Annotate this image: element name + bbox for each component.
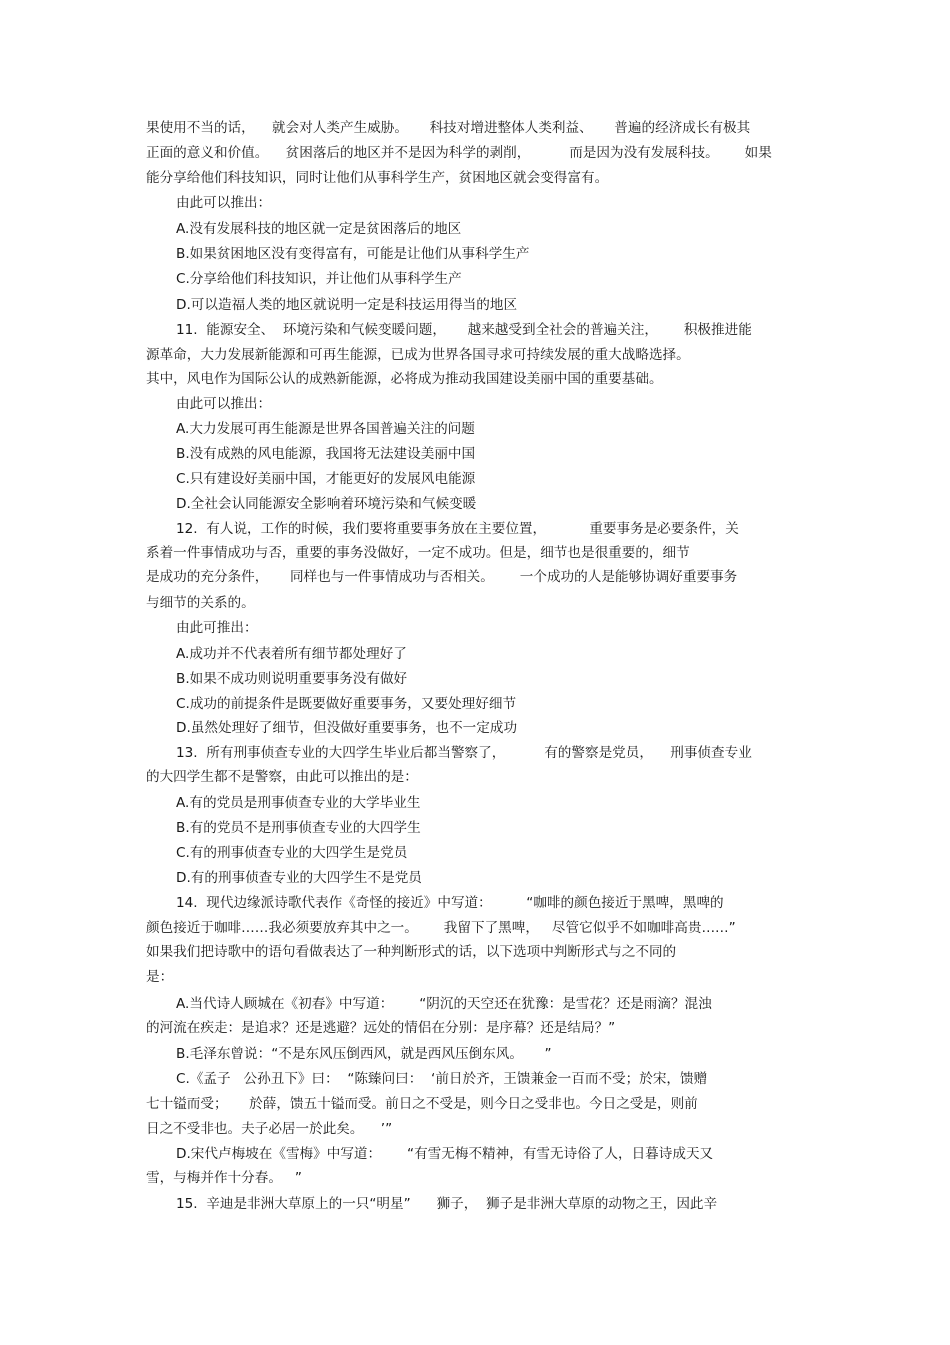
paragraph-line: 的大四学生都不是警察，由此可以推出的是： xyxy=(146,769,418,785)
paragraph-line: 源革命，大力发展新能源和可再生能源，已成为世界各国寻求可持续发展的重大战略选择。 xyxy=(146,347,690,363)
option-c: C.成功的前提条件是既要做好重要事务，又要处理好细节 xyxy=(176,696,517,712)
option-c: C.有的刑事侦查专业的大四学生是党员 xyxy=(176,845,408,861)
paragraph-line: 如果我们把诗歌中的语句看做表达了一种判断形式的话，以下选项中判断形式与之不同的 xyxy=(146,944,677,960)
paragraph-line: 是： xyxy=(146,969,174,985)
question-lead: 由此可以推出： xyxy=(176,195,272,211)
paragraph-line: 正面的意义和价值。 贫困落后的地区并不是因为科学的剥削， 而是因为没有发展科技。 如果 xyxy=(146,145,772,161)
question-13-stem: 13. 所有刑事侦查专业的大四学生毕业后都当警察了， 有的警察是党员， 刑事侦查专业 xyxy=(176,745,752,761)
question-11-stem: 11. 能源安全、 环境污染和气候变暖问题， 越来越受到全社会的普遍关注， 积极推进能 xyxy=(176,322,752,338)
option-d: D.宋代卢梅坡在《雪梅》中写道： “有雪无梅不精神，有雪无诗俗了人，日暮诗成天又 xyxy=(176,1146,714,1162)
option-c: C.分享给他们科技知识，并让他们从事科学生产 xyxy=(176,271,462,287)
paragraph-line: 果使用不当的话， 就会对人类产生威胁。 科技对增进整体人类利益、 普遍的经济成长有极其 xyxy=(146,120,751,136)
paragraph-line: 日之不受非也。夫子必居一於此矣。 ’” xyxy=(146,1121,393,1137)
option-d: D.可以造福人类的地区就说明一定是科技运用得当的地区 xyxy=(176,297,518,313)
paragraph-line: 七十镒而受； 於薛，馈五十镒而受。前日之不受是，则今日之受非也。今日之受是，则前 xyxy=(146,1096,698,1112)
question-lead: 由此可以推出： xyxy=(176,396,272,412)
option-d: D.全社会认同能源安全影响着环境污染和气候变暖 xyxy=(176,496,477,512)
option-b: B.毛泽东曾说：“不是东风压倒西风，就是西风压倒东风。 ” xyxy=(176,1046,552,1062)
option-b: B.如果不成功则说明重要事务没有做好 xyxy=(176,671,408,687)
paragraph-line: 能分享给他们科技知识，同时让他们从事科学生产，贫困地区就会变得富有。 xyxy=(146,170,609,186)
paragraph-line: 系着一件事情成功与否，重要的事务没做好，一定不成功。但是，细节也是很重要的，细节 xyxy=(146,545,690,561)
question-14-stem: 14. 现代边缘派诗歌代表作《奇怪的接近》中写道： “咖啡的颜色接近于黑啤，黑啤的 xyxy=(176,895,724,911)
option-d: D.有的刑事侦查专业的大四学生不是党员 xyxy=(176,870,422,886)
option-a: A.大力发展可再生能源是世界各国普遍关注的问题 xyxy=(176,421,475,437)
paragraph-line: 是成功的充分条件， 同样也与一件事情成功与否相关。 一个成功的人是能够协调好重要事务 xyxy=(146,569,738,585)
option-c: C.《孟子 公孙丑下》曰： “陈臻问曰： ‘前日於齐，王馈兼金一百而不受；於宋，馈赠 xyxy=(176,1071,708,1087)
option-b: B.如果贫困地区没有变得富有，可能是让他们从事科学生产 xyxy=(176,246,530,262)
paragraph-line: 与细节的关系的。 xyxy=(146,595,255,611)
question-15-stem: 15. 辛迪是非洲大草原上的一只“明星” 狮子， 狮子是非洲大草原的动物之王，因此辛 xyxy=(176,1196,718,1212)
option-a: A.有的党员是刑事侦查专业的大学毕业生 xyxy=(176,795,421,811)
question-12-stem: 12. 有人说，工作的时候，我们要将重要事务放在主要位置， 重要事务是必要条件，关 xyxy=(176,521,739,537)
option-a: A.没有发展科技的地区就一定是贫困落后的地区 xyxy=(176,221,462,237)
paragraph-line: 的河流在疾走：是追求？还是逃避？远处的情侣在分别：是序幕？还是结局？” xyxy=(146,1020,616,1036)
question-lead: 由此可推出： xyxy=(176,620,258,636)
option-a: A.成功并不代表着所有细节都处理好了 xyxy=(176,646,407,662)
paragraph-line: 颜色接近于咖啡……我必须要放弃其中之一。 我留下了黑啤， 尽管它似乎不如咖啡高贵……” xyxy=(146,920,736,936)
paragraph-line: 其中，风电作为国际公认的成熟新能源，必将成为推动我国建设美丽中国的重要基础。 xyxy=(146,371,663,387)
option-a: A.当代诗人顾城在《初春》中写道： “阴沉的天空还在犹豫：是雪花？还是雨滴？混浊 xyxy=(176,996,712,1012)
option-d: D.虽然处理好了细节，但没做好重要事务，也不一定成功 xyxy=(176,720,518,736)
option-c: C.只有建设好美丽中国，才能更好的发展风电能源 xyxy=(176,471,476,487)
paragraph-line: 雪，与梅并作十分春。 ” xyxy=(146,1170,302,1186)
option-b: B.没有成熟的风电能源，我国将无法建设美丽中国 xyxy=(176,446,476,462)
option-b: B.有的党员不是刑事侦查专业的大四学生 xyxy=(176,820,421,836)
